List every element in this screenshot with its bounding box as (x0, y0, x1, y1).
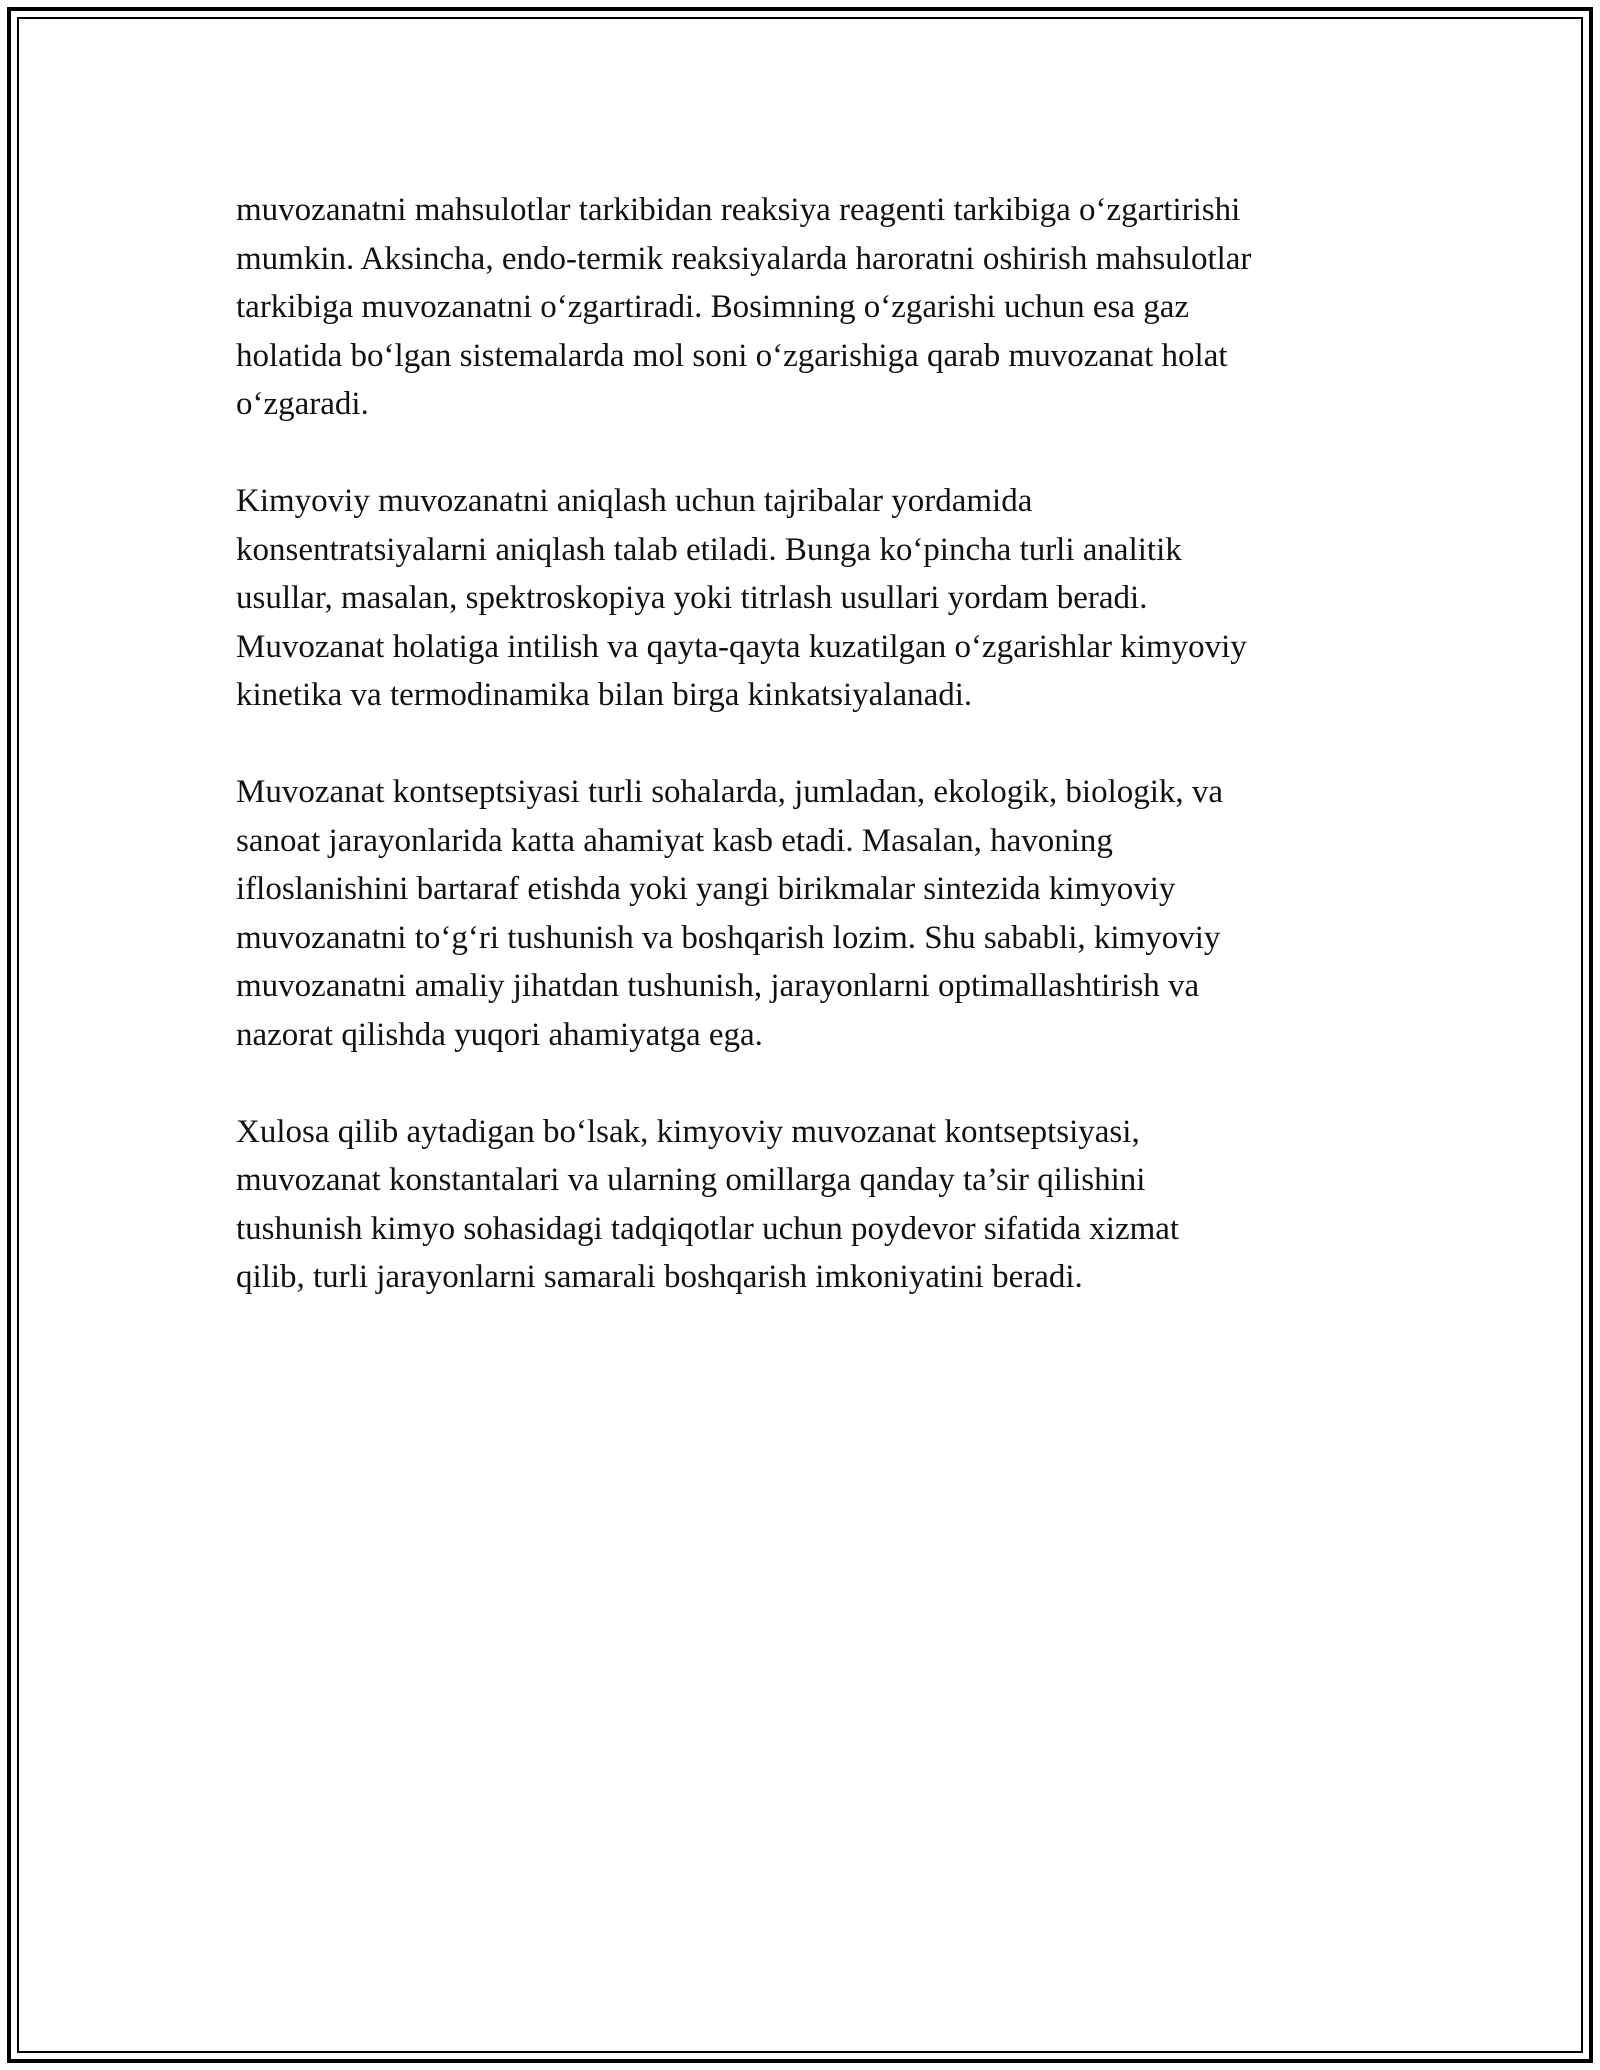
paragraph-equilibrium-measurement: Kimyoviy muvozanatni aniqlash uchun tajribalar yordamida konsentratsiyalarni aniqlash talab etiladi. Bunga ko‘pincha turli analitik usullar, masalan, spektroskopiya yoki titrlash usullari yordam beradi. Muvozanat holatiga intilish va qayta-qayta kuzatilgan o‘zgarishlar kimyoviy kinetika va termodinamika bilan birga kinkatsiyalanadi. (236, 483, 1247, 713)
paragraph-equilibrium-shift: muvozanatni mahsulotlar tarkibidan reaksiya reagenti tarkibiga o‘zgartirishi mumkin. Aksincha, endo-termik reaksiyalarda haroratni oshirish mahsulotlar tarkibiga muvozanatni o‘zgartiradi. Bosimning o‘zgarishi uchun esa gaz holatida bo‘lgan sistemalarda mol soni o‘zgarishiga qarab muvozanat holat o‘zgaradi. (236, 192, 1252, 422)
document-body (236, 186, 1386, 1302)
paragraph-equilibrium-applications: Muvozanat kontseptsiyasi turli sohalarda, jumladan, ekologik, biologik, va sanoat jarayonlarida katta ahamiyat kasb etadi. Masalan, havoning ifloslanishini bartaraf etishda yoki yangi birikmalar sintezida kimyoviy muvozanatni to‘g‘ri tushunish va boshqarish lozim. Shu sababli, kimyoviy muvozanatni amaliy jihatdan tushunish, jarayonlarni optimallashtirish va nazorat qilishda yuqori ahamiyatga ega. (236, 774, 1224, 1053)
paragraph-conclusion: Xulosa qilib aytadigan bo‘lsak, kimyoviy muvozanat kontseptsiyasi, muvozanat konstantalari va ularning omillarga qanday ta’sir qilishini tushunish kimyo sohasidagi tadqiqotlar uchun poydevor sifatida xizmat qilib, turli jarayonlarni samarali boshqarish imkoniyatini beradi. (236, 1113, 1180, 1295)
